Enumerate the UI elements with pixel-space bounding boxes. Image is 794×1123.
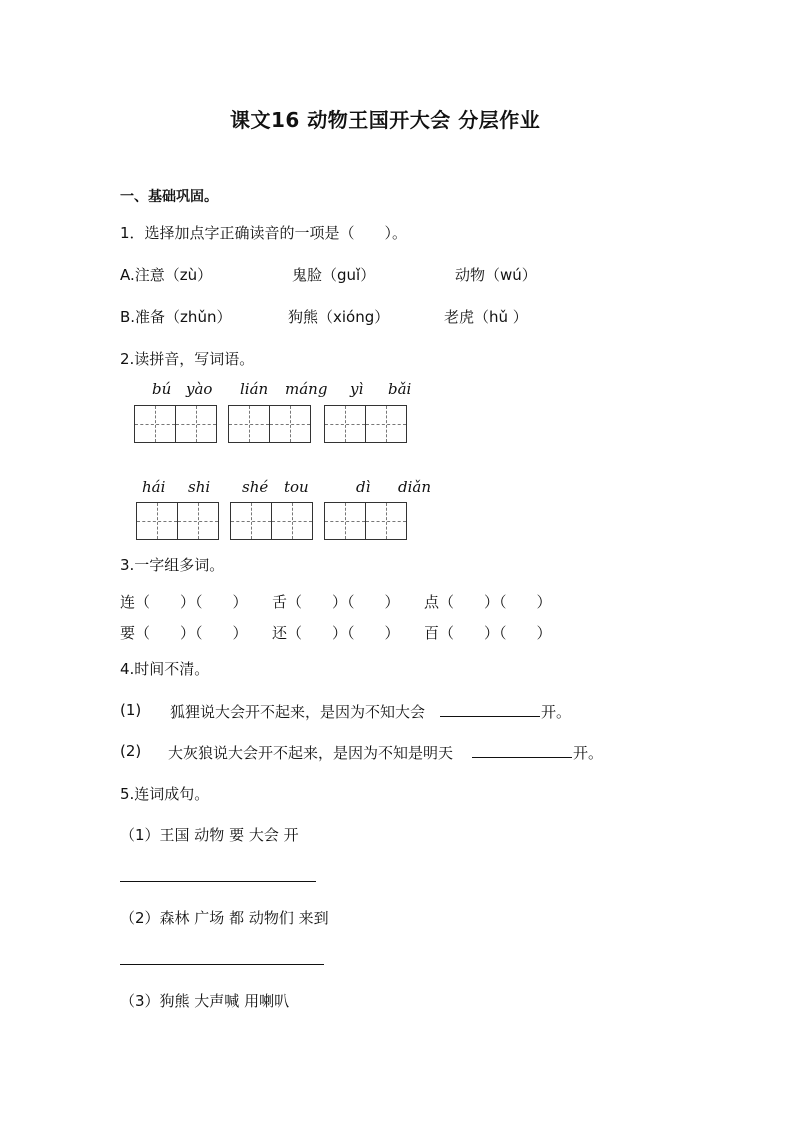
pinyin-label: dì	[356, 478, 371, 496]
pinyin-label: hái	[142, 478, 166, 496]
pinyin-label: yào	[186, 380, 213, 398]
pinyin-label: bǎi	[388, 380, 412, 398]
word-group: 点（ ）（ ）	[424, 593, 552, 611]
writing-cell[interactable]	[136, 502, 178, 540]
page-title: 课文16 动物王国开大会 分层作业	[230, 108, 541, 132]
writing-cell[interactable]	[269, 405, 311, 443]
word-group: 还（ ）（ ）	[272, 624, 400, 642]
question-3-stem: 3.一字组多词。	[120, 556, 225, 574]
writing-cell[interactable]	[177, 502, 219, 540]
writing-cell[interactable]	[365, 405, 407, 443]
sentence-text: 狐狸说大会开不起来，是因为不知大会	[170, 703, 426, 721]
option-b-3: 老虎（hǔ ）	[444, 308, 528, 326]
option-b-1: B.准备（zhǔn）	[120, 308, 232, 326]
writing-cell[interactable]	[324, 405, 366, 443]
option-a-1: A.注意（zù）	[120, 266, 213, 284]
question-4-stem: 4.时间不清。	[120, 660, 210, 678]
writing-cell[interactable]	[271, 502, 313, 540]
sentence-text: 开。	[573, 744, 604, 762]
pinyin-label: máng	[285, 380, 328, 398]
answer-blank[interactable]	[440, 716, 540, 717]
writing-cell[interactable]	[324, 502, 366, 540]
item-number: (2)	[120, 742, 142, 760]
question-1-stem: 1．选择加点字正确读音的一项是（ ）。	[120, 224, 408, 242]
answer-line[interactable]	[120, 881, 316, 882]
writing-grid[interactable]	[324, 502, 406, 540]
writing-grid[interactable]	[230, 502, 312, 540]
section-heading: 一、基础巩固。	[120, 189, 218, 205]
writing-grid[interactable]	[136, 502, 218, 540]
pinyin-label: yì	[350, 380, 364, 398]
pinyin-label: tou	[284, 478, 309, 496]
pinyin-label: shé	[242, 478, 269, 496]
word-group: 百（ ）（ ）	[424, 624, 552, 642]
writing-grid[interactable]	[324, 405, 406, 443]
word-group: 连（ ）（ ）	[120, 593, 248, 611]
option-b-2: 狗熊（xióng）	[288, 308, 390, 326]
question-2-stem: 2.读拼音，写词语。	[120, 350, 255, 368]
word-group: 要（ ）（ ）	[120, 624, 248, 642]
option-a-2: 鬼脸（guǐ）	[292, 266, 376, 284]
writing-cell[interactable]	[228, 405, 270, 443]
writing-cell[interactable]	[175, 405, 217, 443]
item-number: (1)	[120, 701, 142, 719]
question-5-stem: 5.连词成句。	[120, 785, 210, 803]
pinyin-label: lián	[240, 380, 269, 398]
option-a-3: 动物（wú）	[455, 266, 537, 284]
sentence-item: （2）森林 广场 都 动物们 来到	[120, 909, 329, 927]
writing-cell[interactable]	[365, 502, 407, 540]
writing-grid[interactable]	[134, 405, 216, 443]
sentence-item: （1）王国 动物 要 大会 开	[120, 826, 299, 844]
sentence-item: （3）狗熊 大声喊 用喇叭	[120, 992, 290, 1010]
pinyin-label: diǎn	[398, 478, 432, 496]
writing-grid[interactable]	[228, 405, 310, 443]
pinyin-label: shi	[188, 478, 211, 496]
answer-line[interactable]	[120, 964, 324, 965]
sentence-text: 开。	[541, 703, 572, 721]
pinyin-label: bú	[152, 380, 172, 398]
word-group: 舌（ ）（ ）	[272, 593, 400, 611]
answer-blank[interactable]	[472, 757, 572, 758]
writing-cell[interactable]	[230, 502, 272, 540]
writing-cell[interactable]	[134, 405, 176, 443]
sentence-text: 大灰狼说大会开不起来，是因为不知是明天	[168, 744, 454, 762]
